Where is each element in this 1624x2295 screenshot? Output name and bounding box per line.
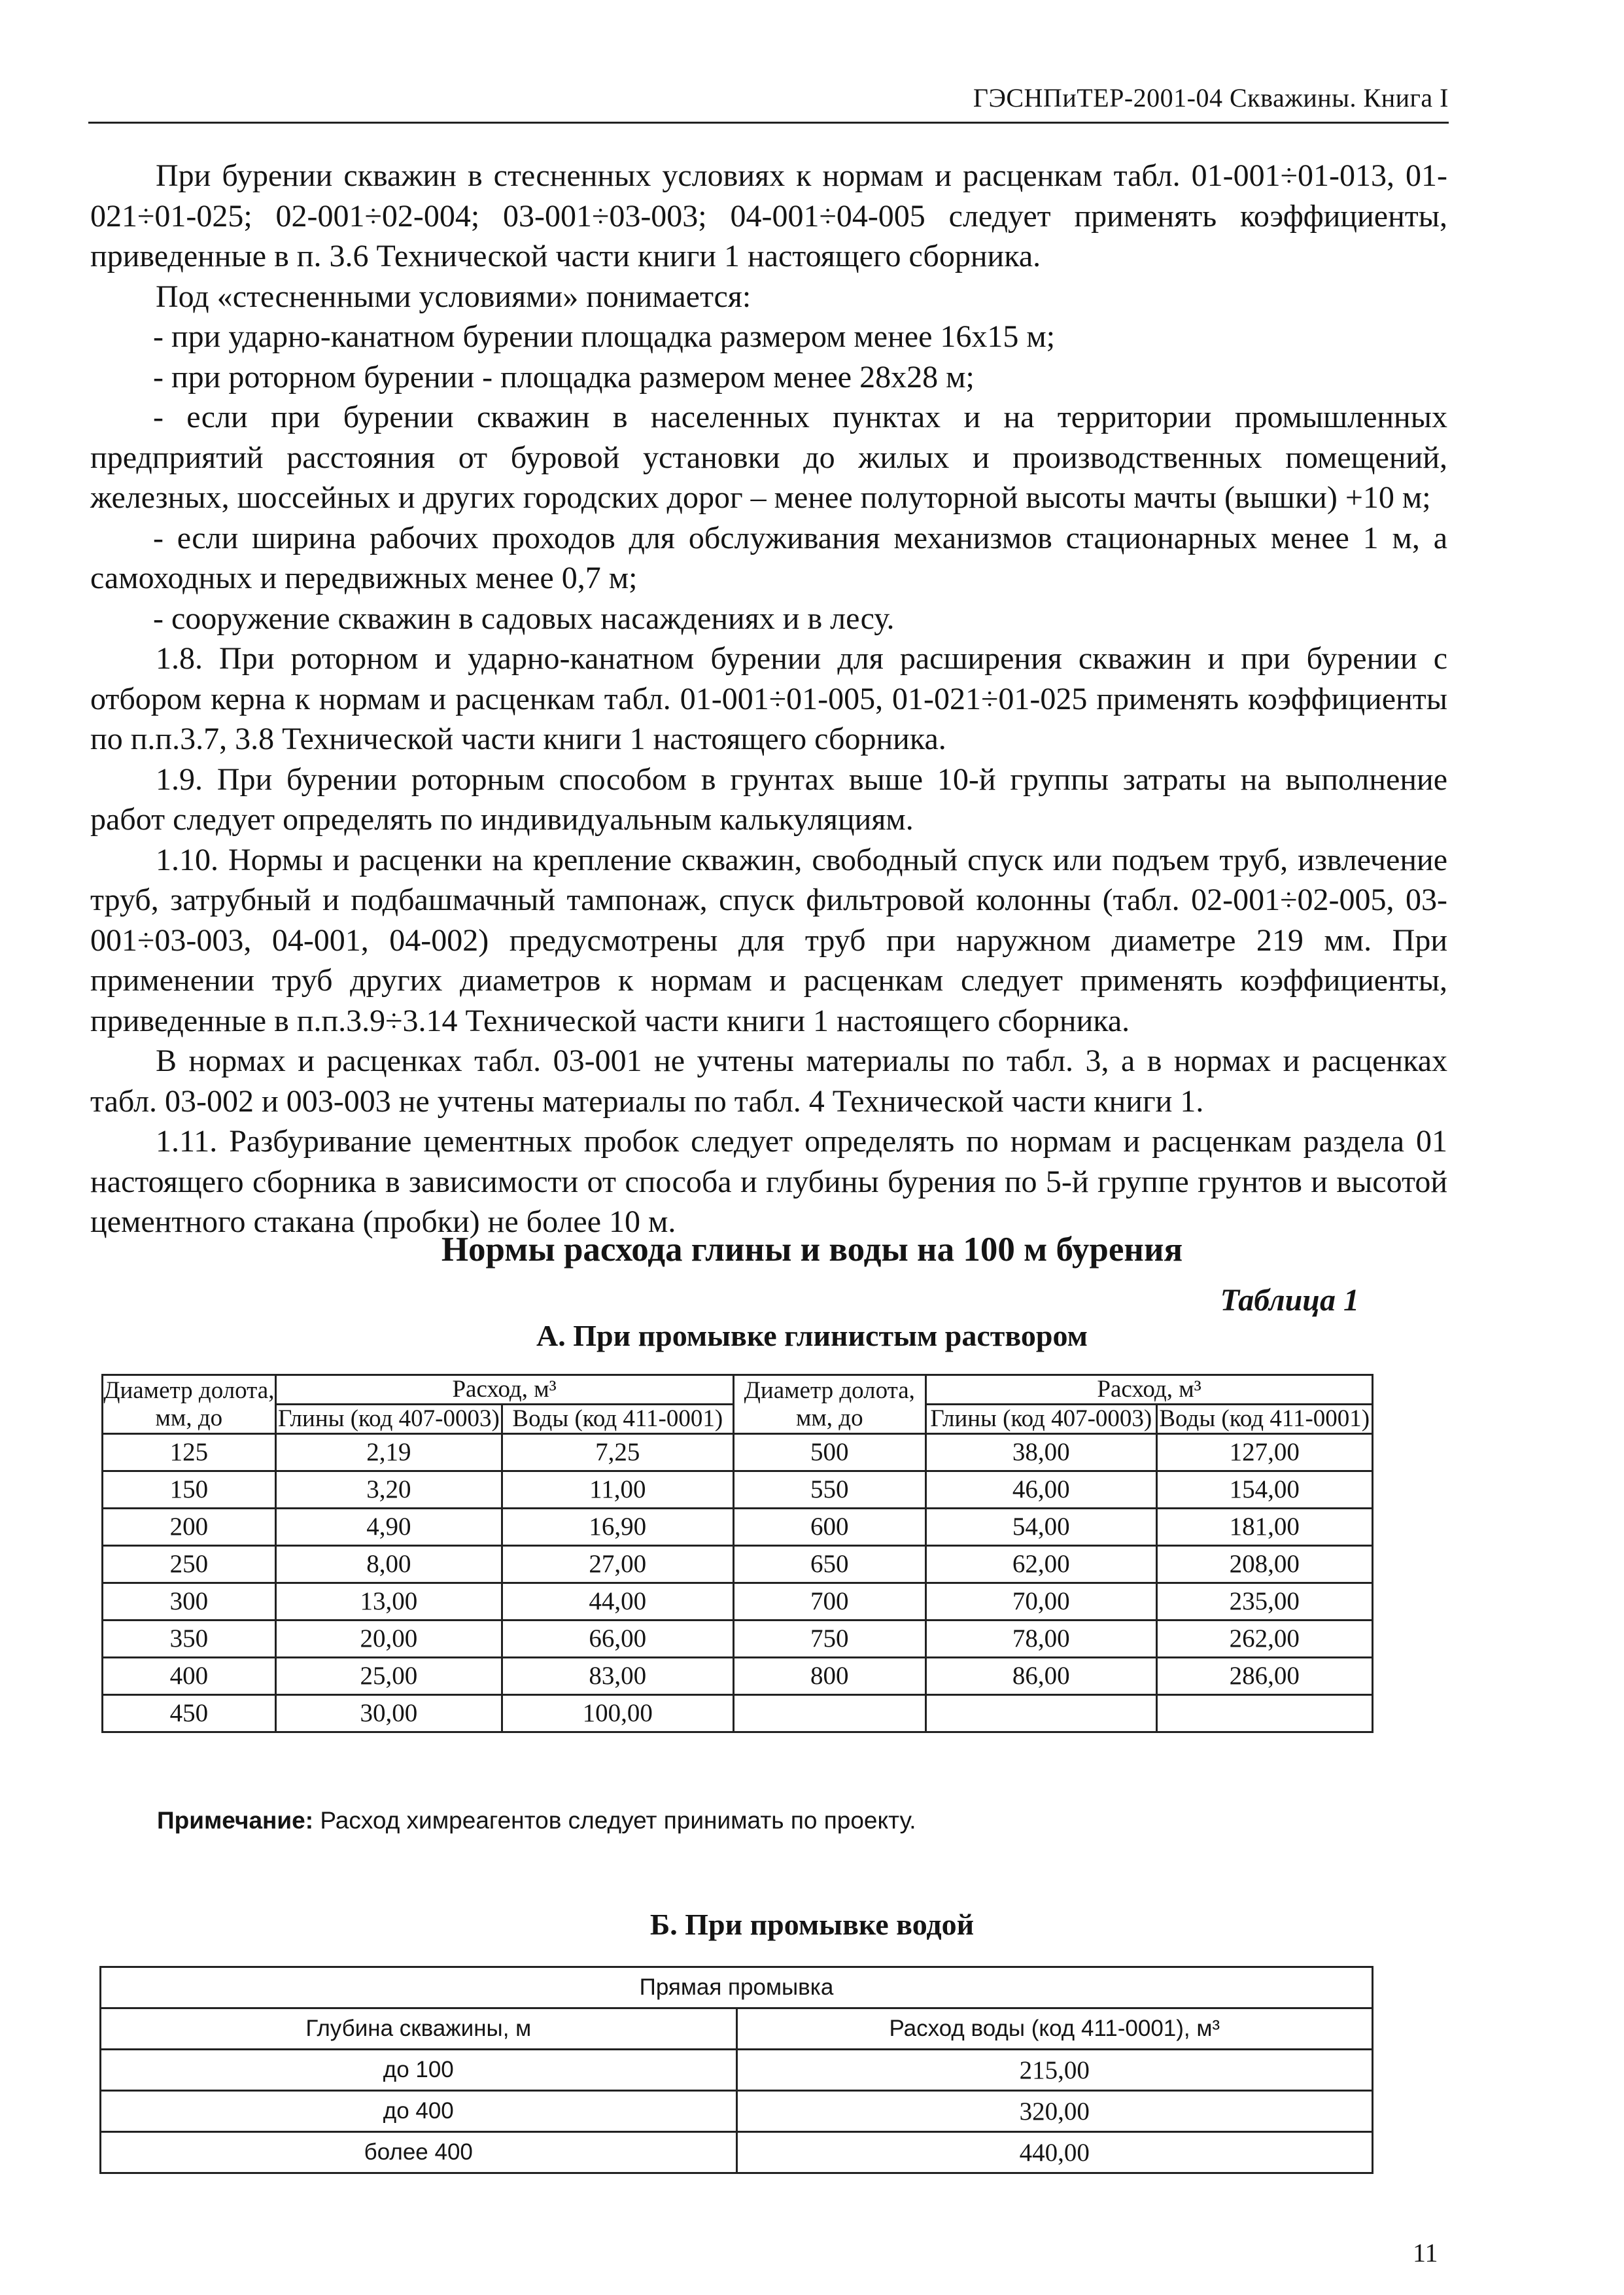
table-cell: 44,00 [502, 1583, 733, 1621]
table-row [103, 1695, 1373, 1732]
table-cell: 262,00 [1156, 1621, 1373, 1658]
paragraph: При бурении скважин в стесненных условиях к нормам и расценкам табл. 01-001÷01-013, 01-021÷01-025; 02-001÷02-004; 03-001÷03-003; 04-001÷04-005 следует применять коэффициенты, приведенные в п. 3.6 Технической части книги 1 настоящего сборника. [90, 158, 1447, 273]
table-cell: 13,00 [275, 1583, 502, 1621]
table-cell: 650 [733, 1546, 926, 1583]
paragraph: 1.11. Разбуривание цементных пробок следует определять по нормам и расценкам раздела 01 настоящего сборника в зависимости от способа и глубины бурения по 5-й группе грунтов и высотой цементного стакана (пробки) не более 10 м. [90, 1124, 1447, 1239]
table-cell: 66,00 [502, 1621, 733, 1658]
water-table [99, 1966, 1373, 2174]
table-cell: 750 [733, 1621, 926, 1658]
page-number: 11 [1413, 2238, 1438, 2268]
header-title: ГЭСНПиТЕР-2001-04 Скважины. Книга I [973, 83, 1449, 113]
list-item: - если ширина рабочих проходов для обслуживания механизмов стационарных менее 1 м, а самоходных и передвижных менее 0,7 м; [90, 520, 1447, 595]
table-row [101, 2132, 1373, 2173]
table-cell: 200 [103, 1509, 276, 1546]
table-cell: 7,25 [502, 1434, 733, 1471]
group-header: Прямая промывка [101, 1967, 1373, 2008]
list-item: - при роторном бурении - площадка размером менее 28х28 м; [153, 359, 975, 394]
table-cell: 78,00 [926, 1621, 1156, 1658]
table-cell: 86,00 [926, 1658, 1156, 1695]
col-consumption: Расход, м³ [275, 1375, 733, 1405]
page-header [88, 79, 1449, 124]
table-cell: 30,00 [275, 1695, 502, 1732]
table-cell: 11,00 [502, 1471, 733, 1509]
table-row [101, 2050, 1373, 2091]
table-cell: 320,00 [736, 2091, 1372, 2132]
paragraph: 1.10. Нормы и расценки на крепление скважин, свободный спуск или подъем труб, извлечение труб, затрубный и подбашмачный тампонаж, спуск фильтровой колонны (табл. 02-001÷02-005, 03-001÷03-003, 04-001, 04-002) предусмотрены для труб при наружном диаметре 219 мм. При применении труб других диаметров к нормам и расценкам следует применять коэффициенты, приведенные в п.п.3.9÷3.14 Технической части книги 1 настоящего сборника. [90, 842, 1447, 1038]
col-water: Воды (код 411-0001) [1156, 1405, 1373, 1434]
table-label: Таблица 1 [1220, 1283, 1359, 1318]
table-note [157, 1807, 916, 1834]
table-cell: 100,00 [502, 1695, 733, 1732]
table-cell: 25,00 [275, 1658, 502, 1695]
table-cell: 250 [103, 1546, 276, 1583]
table-cell: 600 [733, 1509, 926, 1546]
table-cell: 4,90 [275, 1509, 502, 1546]
list-item: - при ударно-канатном бурении площадка размером менее 16х15 м; [153, 319, 1056, 354]
table-cell: 38,00 [926, 1434, 1156, 1471]
table-cell: 16,90 [502, 1509, 733, 1546]
table-cell: 46,00 [926, 1471, 1156, 1509]
col-depth: Глубина скважины, м [101, 2008, 737, 2050]
table-b-title: Б. При промывке водой [649, 1908, 975, 1941]
table-row [103, 1509, 1373, 1546]
table-cell: 700 [733, 1583, 926, 1621]
table-cell: 181,00 [1156, 1509, 1373, 1546]
paragraph: 1.9. При бурении роторным способом в грунтах выше 10-й группы затраты на выполнение работ следует определять по индивидуальным калькуляциям. [90, 762, 1447, 837]
table-cell: 350 [103, 1621, 276, 1658]
table-cell: 27,00 [502, 1546, 733, 1583]
table-cell: 450 [103, 1695, 276, 1732]
table-cell: 125 [103, 1434, 276, 1471]
table-cell: 62,00 [926, 1546, 1156, 1583]
paragraph: В нормах и расценках табл. 03-001 не учтены материалы по табл. 3, а в нормах и расценках табл. 03-002 и 003-003 не учтены материалы по табл. 4 Технической части книги 1. [90, 1043, 1447, 1119]
col-water: Расход воды (код 411-0001), м³ [736, 2008, 1372, 2050]
col-diameter: Диаметр долота, мм, до [103, 1375, 276, 1434]
table-cell: 440,00 [736, 2132, 1372, 2173]
table-a-title: А. При промывке глинистым раствором [536, 1319, 1088, 1352]
list-item: - если при бурении скважин в населенных пунктах и на территории промышленных предприятий расстояния от буровой установки до жилых и производственных помещений, железных, шоссейных и других городских дорог – менее полуторной высоты мачты (вышки) +10 м; [90, 400, 1447, 515]
table-cell: 300 [103, 1583, 276, 1621]
table-cell: 54,00 [926, 1509, 1156, 1546]
table-row [103, 1546, 1373, 1583]
col-consumption: Расход, м³ [926, 1375, 1373, 1405]
table-cell: 83,00 [502, 1658, 733, 1695]
table-cell: 8,00 [275, 1546, 502, 1583]
table-row [103, 1434, 1373, 1471]
table-cell: 154,00 [1156, 1471, 1373, 1509]
table-cell: 500 [733, 1434, 926, 1471]
table-cell: 2,19 [275, 1434, 502, 1471]
table-cell [926, 1695, 1156, 1732]
table-cell: 235,00 [1156, 1583, 1373, 1621]
table-cell: 800 [733, 1658, 926, 1695]
table-cell: 70,00 [926, 1583, 1156, 1621]
col-diameter: Диаметр долота, мм, до [733, 1375, 926, 1434]
col-clay: Глины (код 407-0003) [926, 1405, 1156, 1434]
table-row [103, 1621, 1373, 1658]
table-cell: 550 [733, 1471, 926, 1509]
table-cell: 150 [103, 1471, 276, 1509]
table-cell: 286,00 [1156, 1658, 1373, 1695]
table-row [101, 2091, 1373, 2132]
table-cell [733, 1695, 926, 1732]
table-cell: 208,00 [1156, 1546, 1373, 1583]
table-row [103, 1658, 1373, 1695]
paragraph: 1.8. При роторном и ударно-канатном бурении для расширения скважин и при бурении с отбором керна к нормам и расценкам табл. 01-001÷01-005, 01-021÷01-025 применять коэффициенты по п.п.3.7, 3.8 Технической части книги 1 настоящего сборника. [90, 641, 1447, 756]
col-water: Воды (код 411-0001) [502, 1405, 733, 1434]
table-cell: до 100 [101, 2050, 737, 2091]
table-cell: 127,00 [1156, 1434, 1373, 1471]
note-label: Примечание: [157, 1807, 314, 1834]
note-text: Расход химреагентов следует принимать по проекту. [320, 1807, 916, 1834]
table-cell: до 400 [101, 2091, 737, 2132]
body-text [90, 156, 1447, 1242]
table-row [103, 1471, 1373, 1509]
table-cell: 400 [103, 1658, 276, 1695]
col-clay: Глины (код 407-0003) [275, 1405, 502, 1434]
table-cell: более 400 [101, 2132, 737, 2173]
table-row [103, 1583, 1373, 1621]
paragraph: Под «стесненными условиями» понимается: [156, 279, 752, 314]
clay-water-table [101, 1374, 1373, 1733]
section-title: Нормы расхода глины и воды на 100 м бурения [441, 1231, 1183, 1269]
table-cell: 3,20 [275, 1471, 502, 1509]
list-item: - сооружение скважин в садовых насаждениях и в лесу. [153, 601, 895, 636]
table-cell [1156, 1695, 1373, 1732]
table-cell: 215,00 [736, 2050, 1372, 2091]
table-cell: 20,00 [275, 1621, 502, 1658]
